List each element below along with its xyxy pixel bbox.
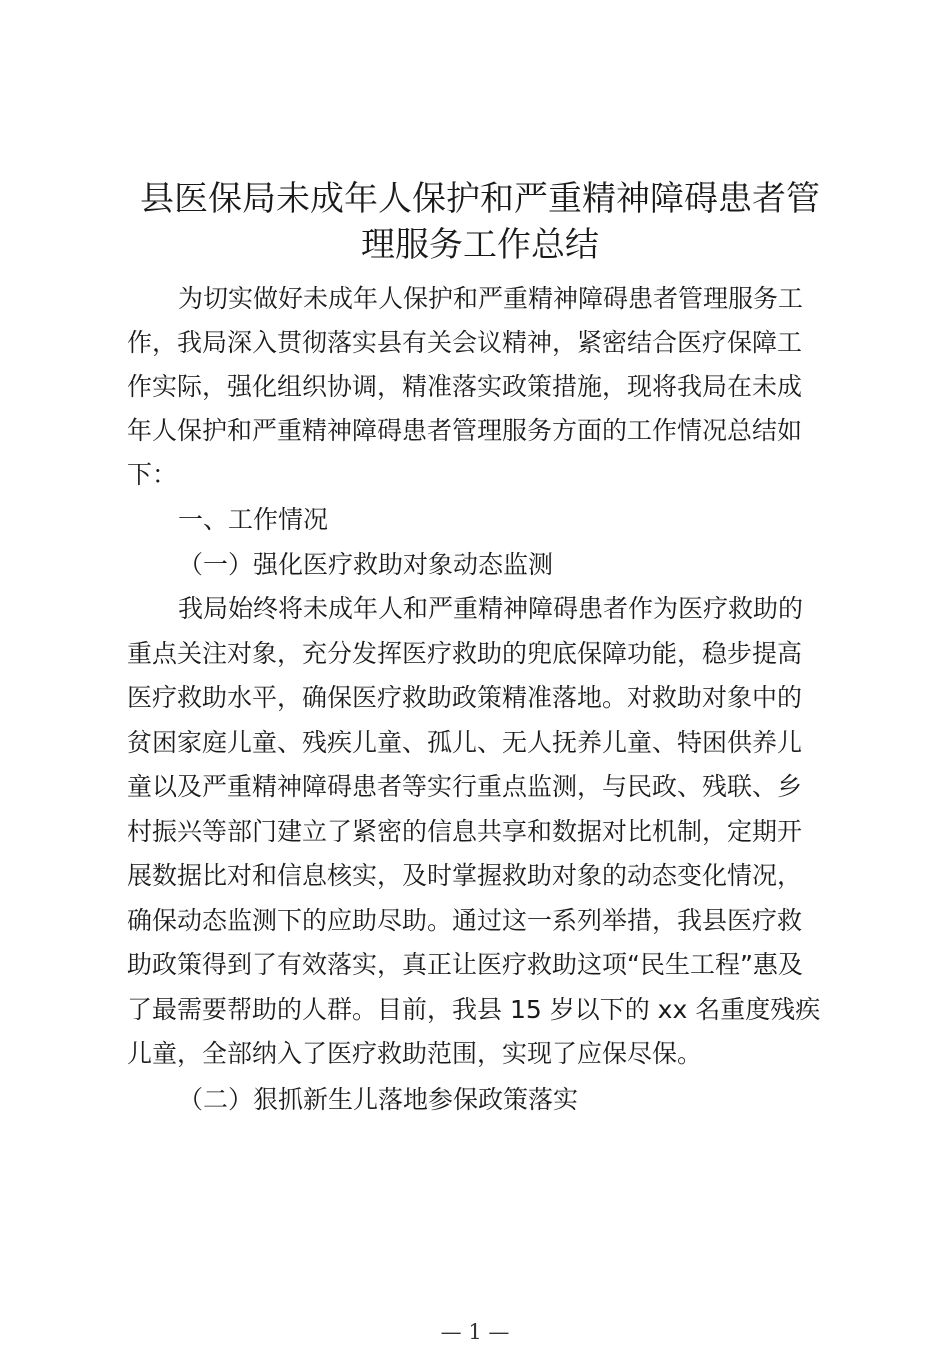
body-line-3: 医疗救助水平，确保医疗救助政策精准落地。对救助对象中的 xyxy=(127,683,803,712)
intro-line-3: 作实际，强化组织协调，精准落实政策措施，现将我局在未成 xyxy=(127,372,803,401)
intro-line-2: 作，我局深入贯彻落实县有关会议精神，紧密结合医疗保障工 xyxy=(127,328,803,357)
section-heading-1: 一、工作情况 xyxy=(178,505,329,534)
body-line-7: 展数据比对和信息核实，及时掌握救助对象的动态变化情况， xyxy=(127,861,803,890)
body-line-5: 童以及严重精神障碍患者等实行重点监测，与民政、残联、乡 xyxy=(127,772,803,801)
subsection-heading-2: （二）狠抓新生儿落地参保政策落实 xyxy=(178,1085,579,1114)
body-line-9: 助政策得到了有效落实，真正让医疗救助这项“民生工程”惠及 xyxy=(127,950,803,979)
subsection-heading-1: （一）强化医疗救助对象动态监测 xyxy=(178,550,554,579)
page-number: — 1 — xyxy=(440,1320,510,1344)
body-line-8: 确保动态监测下的应助尽助。通过这一系列举措，我县医疗救 xyxy=(127,906,803,935)
body-line-11: 儿童，全部纳入了医疗救助范围，实现了应保尽保。 xyxy=(127,1039,703,1068)
body-line-4: 贫困家庭儿童、残疾儿童、孤儿、无人抚养儿童、特困供养儿 xyxy=(127,728,803,757)
intro-line-5: 下： xyxy=(127,460,178,489)
document-title-line-2: 理服务工作总结 xyxy=(361,225,599,265)
document-title-line-1: 县医保局未成年人保护和严重精神障碍患者管 xyxy=(140,179,820,219)
body-line-2: 重点关注对象，充分发挥医疗救助的兜底保障功能，稳步提高 xyxy=(127,639,803,668)
body-line-1: 我局始终将未成年人和严重精神障碍患者作为医疗救助的 xyxy=(178,594,804,623)
body-line-6: 村振兴等部门建立了紧密的信息共享和数据对比机制，定期开 xyxy=(127,817,803,846)
intro-line-4: 年人保护和严重精神障碍患者管理服务方面的工作情况总结如 xyxy=(127,416,803,445)
intro-line-1: 为切实做好未成年人保护和严重精神障碍患者管理服务工 xyxy=(178,284,804,313)
body-line-10: 了最需要帮助的人群。目前，我县 15 岁以下的 xx 名重度残疾 xyxy=(127,995,821,1024)
